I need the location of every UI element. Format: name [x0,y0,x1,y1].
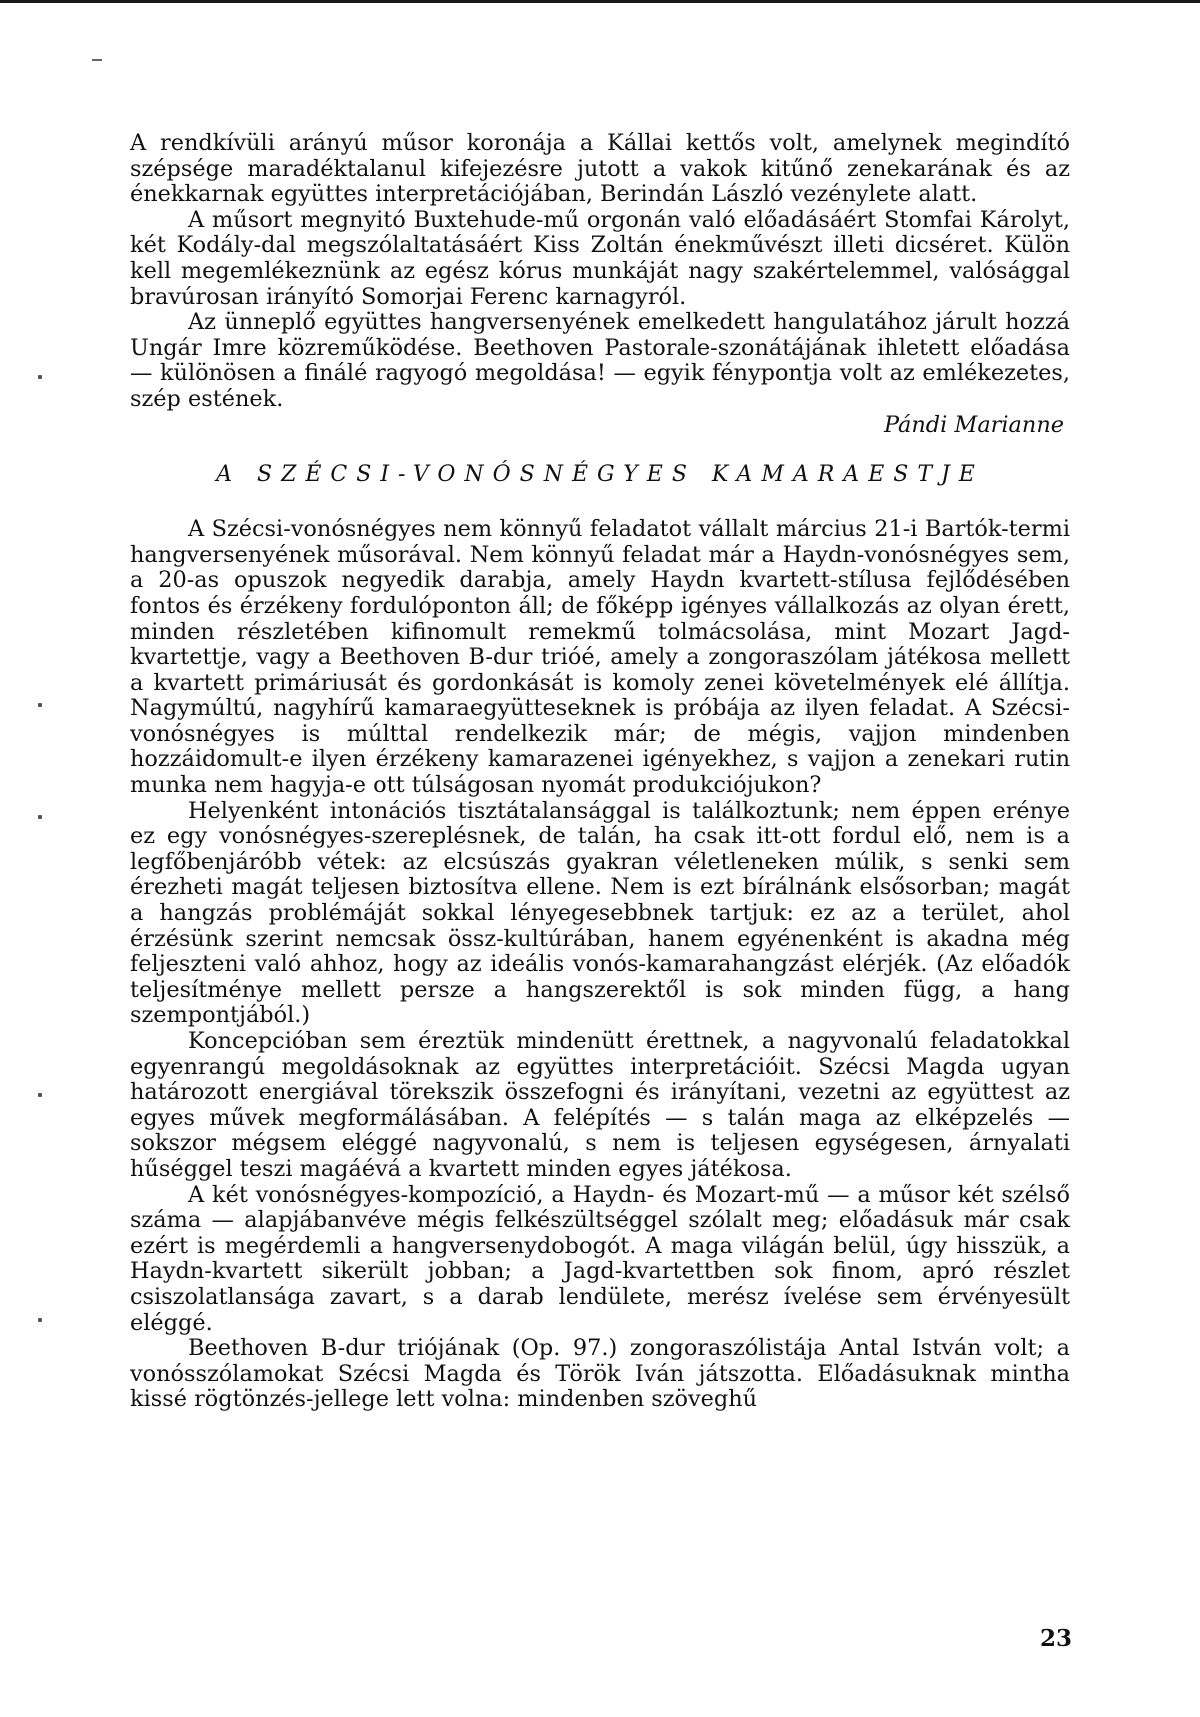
text-column [130,131,1070,1413]
article-author: Pándi Marianne [883,411,1064,438]
scan-artifact [92,59,102,61]
paragraph-beethoven-trio: Beethoven B-dur triójának (Op. 97.) zongoraszólistája Antal István volt; a vonósszólamokat Szécsi Magda és Török Iván játszotta. Előadásuknak mintha kissé rögtönzés-jellege lett volna: mindenben szöveghű [130,1335,1070,1413]
margin-mark [38,815,42,819]
paragraph-buxtehude: A műsort megnyitó Buxtehude-mű orgonán való előadásáért Stomfai Károlyt, két Kodály-dal megszólaltatásáért Kiss Zoltán énekművészt illeti dicséret. Külön kell megemlékeznünk az egész kórus munkáját nagy szakértelemmel, valósággal bravúrosan irányító Somorjai Ferenc karnagyról. [130,206,1070,310]
paragraph-intonacio: Helyenként intonációs tisztátalansággal is találkoztunk; nem éppen erénye ez egy vonósnégyes-szereplésnek, de talán, ha csak itt-ott fordul elő, nem is a legfőbenjáróbb vétek: az elcsúszás gyakran véletleneken múlik, s senki sem érezheti magát teljesen biztosítva ellene. Nem is ezt bírálnánk elsősorban; magát a hangzás problémáját sokkal lényegesebbnek tartjuk: ez az a terület, ahol érzésünk szerint nemcsak össz-kultúrában, hanem egyénenként is akadna még feljeszteni való ahhoz, hogy az ideális vonós-kamarahangzást elérjék. (Az előadók teljesítménye mellett persze a hangszerektől is sok minden függ, a hang szempontjából.) [130,797,1070,1029]
article-heading: A SZÉCSI-VONÓSNÉGYES KAMARAESTJE [216,462,984,488]
paragraph-kallai: A rendkívüli arányú műsor koronája a Kállai kettős volt, amelynek megindító szépsége maradéktalanul kifejezésre jutott a vakok kitűnő zenekarának és az énekkarnak együttes interpretációjában, Berindán László vezénylete alatt. [130,130,1070,208]
paragraph-szecsi-intro: A Szécsi-vonósnégyes nem könnyű feladatot vállalt március 21-i Bartók-termi hangversenyének műsorával. Nem könnyű feladat már a Haydn-vonósnégyes sem, a 20-as opuszok negyedik darabja, amely Haydn kvartett-stílusa fejlődésében fontos és érzékeny fordulóponton áll; de főképp igényes vállalkozás az olyan érett, minden részletében kifinomult remekmű tolmácsolása, mint Mozart Jagd-kvartettje, vagy a Beethoven B-dur trióé, amely a zongoraszólam játékosa mellett a kvartett primáriusát és gordonkását is komoly zenei követelmények elé állítja. Nagymúltú, nagyhírű kamaraegyütteseknek is próbája az ilyen feladat. A Szécsi-vonósnégyes is múlttal rendelkezik már; de mégis, vajjon mindenben hozzáidomult-e ilyen érzékeny kamarazenei igényekhez, s vajjon a zenekari rutin munka nem hagyja-e ott túlságosan nyomát produkciójukon? [130,516,1070,799]
paragraph-koncepcio: Koncepcióban sem éreztük mindenütt érettnek, a nagyvonalú feladatokkal egyenrangú megoldásoknak az együttes interpretációit. Szécsi Magda ugyan határozott energiával törekszik összefogni és irányítani, vezetni az együttest az egyes művek megformálásában. A felépítés — s talán maga az elképzelés — sokszor mégsem eléggé nagyvonalú, s nem is teljesen egységesen, árnyalati hűséggel teszi magáévá a kvartett minden egyes játékosa. [130,1028,1070,1182]
margin-mark [38,1093,42,1097]
margin-mark [38,703,42,707]
margin-mark [38,375,42,379]
margin-mark [38,1318,42,1322]
page-number: 23 [1039,1625,1072,1652]
paragraph-kompozicio: A két vonósnégyes-kompozíció, a Haydn- és Mozart-mű — a műsor két szélső száma — alapjábanvéve mégis felkészültséggel szólalt meg; előadásuk már csak ezért is megérdemli a hangversenydobogót. A maga világán belül, úgy hisszük, a Haydn-kvartett sikerült jobban; a Jagd-kvartettben sok finom, apró részlet csiszolatlansága zavart, s a darab lendülete, merész ívelése sem érvényesült eléggé. [130,1181,1070,1336]
paragraph-ungar: Az ünneplő együttes hangversenyének emelkedett hangulatához járult hozzá Ungár Imre közreműködése. Beethoven Pastorale-szonátájának ihletett előadása — különösen a finálé ragyogó megoldása! — egyik fénypontja volt az emlékezetes, szép estének. [130,309,1070,412]
